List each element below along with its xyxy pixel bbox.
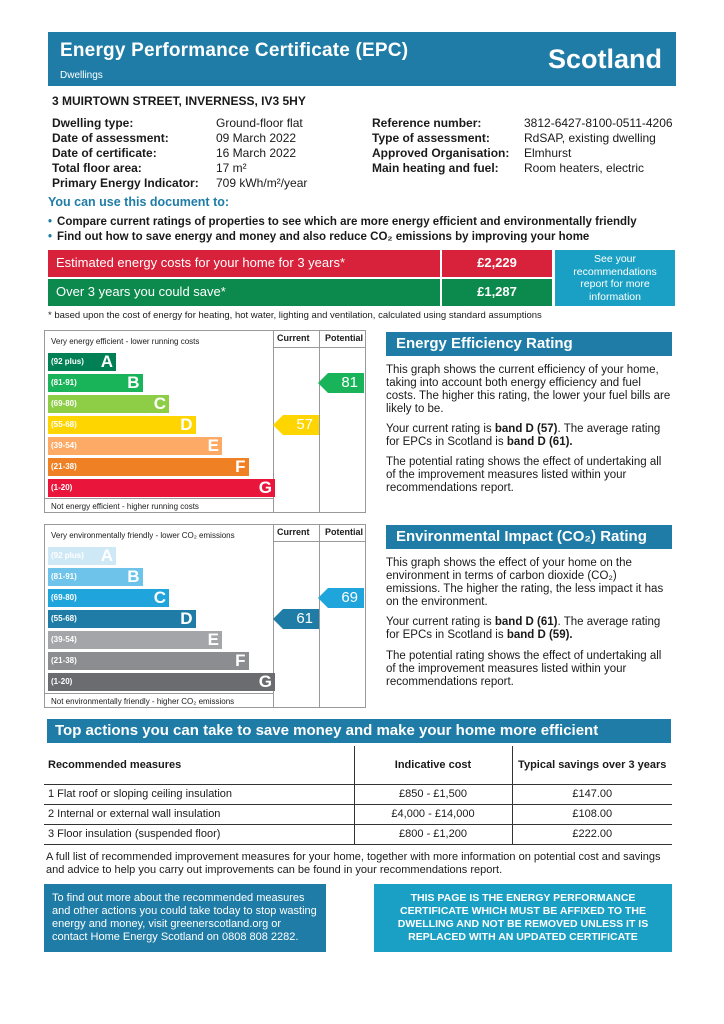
affix-notice-box: THIS PAGE IS THE ENERGY PERFORMANCE CERTIFICATE WHICH MUST BE AFFIXED TO THE DWELLING AND NOT BE REMOVED UNLESS IT IS REPLACED WITH AN UPDATED CERTIFICATE <box>374 884 672 952</box>
ee-para-2: Your current rating is band D (57). The average rating for EPCs in Scotland is band D (61). <box>386 423 661 448</box>
band-c <box>48 395 169 413</box>
detail-value: Ground-floor flat <box>216 116 303 130</box>
band-f <box>48 458 249 476</box>
measure-cell: 3 Floor insulation (suspended floor) <box>44 824 354 844</box>
use-bullets <box>48 215 688 245</box>
ee-top-label: Very energy efficient - lower running costs <box>51 337 200 346</box>
detail-value: 709 kWh/m²/year <box>216 176 308 190</box>
ei-current-pointer <box>283 609 319 629</box>
ei-current-value: 61 <box>296 610 313 627</box>
ee-current-value: 57 <box>296 416 313 433</box>
band-c <box>48 589 169 607</box>
ee-bottom-label: Not energy efficient - higher running costs <box>51 502 199 511</box>
detail-row <box>52 176 307 191</box>
ei-para-1: This graph shows the effect of your home on the environment in terms of carbon dioxide (CO₂) emissions. The higher the rating, the less impact it has on the environment. <box>386 557 664 608</box>
more-info-box: To find out more about the recommended measures and other actions you could take today to stop wasting energy and money, visit greenerscotland.org or contact Home Energy Scotland on 0808 808 2282. <box>44 884 326 952</box>
ei-potential-pointer <box>328 588 364 608</box>
table-row <box>44 784 672 804</box>
ei-heading: Environmental Impact (CO₂) Rating <box>386 525 672 549</box>
detail-label: Date of certificate: <box>52 146 157 160</box>
measures-table <box>44 746 672 845</box>
cost-row-label: Estimated energy costs for your home for 3 years* <box>48 250 440 277</box>
saving-row-label: Over 3 years you could save* <box>48 279 440 306</box>
band-letter: E <box>207 436 219 455</box>
header-subtitle: Dwellings <box>60 70 103 81</box>
cost-cell: £800 - £1,200 <box>354 824 512 844</box>
table-header-row <box>44 746 672 784</box>
ei-bottom-label: Not environmentally friendly - higher CO₂ emissions <box>51 697 235 706</box>
detail-value: 09 March 2022 <box>216 131 297 145</box>
detail-row <box>52 131 307 146</box>
ei-potential-value: 69 <box>341 589 358 606</box>
property-address: 3 MUIRTOWN STREET, INVERNESS, IV3 5HY <box>52 94 306 108</box>
band-range: (1-20) <box>51 483 73 492</box>
band-b <box>48 568 143 586</box>
ee-current-pointer <box>283 415 319 435</box>
cost-row-value: £2,229 <box>442 250 552 277</box>
band-range: (81-91) <box>51 378 77 387</box>
detail-row <box>372 116 673 131</box>
see-recommendations-box: See your recommendations report for more information <box>555 250 675 306</box>
bullet-icon: • <box>48 216 53 228</box>
band-letter: A <box>100 546 113 565</box>
band-range: (92 plus) <box>51 551 84 560</box>
ei-col-potential: Potential <box>325 527 364 537</box>
detail-label: Total floor area: <box>52 161 142 175</box>
epc-header <box>48 32 676 86</box>
band-range: (39-54) <box>51 441 77 450</box>
band-range: (39-54) <box>51 635 77 644</box>
saving-row-value: £1,287 <box>442 279 552 306</box>
ei-top-label: Very environmentally friendly - lower CO₂ emissions <box>51 531 235 540</box>
detail-value: Room heaters, electric <box>524 161 645 175</box>
ei-col-current: Current <box>277 527 310 537</box>
header-region: Scotland <box>547 44 662 74</box>
ee-col-potential: Potential <box>325 333 364 343</box>
ei-chart <box>44 524 366 708</box>
measure-cell: 2 Internal or external wall insulation <box>44 804 354 824</box>
band-range: (55-68) <box>51 420 77 429</box>
detail-value: 17 m² <box>216 161 247 175</box>
bullet-text: Find out how to save energy and money and also reduce CO₂ emissions by improving your home <box>57 231 590 243</box>
band-letter: B <box>127 567 140 586</box>
detail-label: Type of assessment: <box>372 131 490 145</box>
details-right <box>372 116 673 176</box>
cost-cell: £850 - £1,500 <box>354 784 512 804</box>
band-letter: F <box>235 457 246 476</box>
band-letter: D <box>180 415 193 434</box>
band-letter: F <box>235 651 246 670</box>
detail-row <box>52 161 307 176</box>
col-measure: Recommended measures <box>44 746 354 784</box>
ee-para-1: This graph shows the current efficiency of your home, taking into account both energy efficiency and fuel costs. The higher this rating, the lower your fuel bills are likely to be. <box>386 364 671 415</box>
table-row <box>44 824 672 844</box>
band-range: (81-91) <box>51 572 77 581</box>
bullet-text: Compare current ratings of properties to see which are more energy efficient and environmentally friendly <box>57 216 637 228</box>
detail-value: 3812-6427-8100-0511-4206 <box>524 116 673 130</box>
table-row <box>44 804 672 824</box>
ee-potential-value: 81 <box>341 374 358 391</box>
detail-label: Date of assessment: <box>52 131 169 145</box>
detail-row <box>372 131 673 146</box>
band-d <box>48 610 196 628</box>
band-letter: C <box>153 394 166 413</box>
ee-para-3: The potential rating shows the effect of undertaking all of the improvement measures listed within your recommendations report. <box>386 456 662 494</box>
band-letter: E <box>207 630 219 649</box>
ei-para-3: The potential rating shows the effect of undertaking all of the improvement measures listed within your recommendations report. <box>386 650 662 688</box>
header-title: Energy Performance Certificate (EPC) <box>60 40 409 61</box>
list-item <box>48 230 688 245</box>
band-range: (92 plus) <box>51 357 84 366</box>
detail-row <box>372 161 673 176</box>
band-b <box>48 374 143 392</box>
col-saving: Typical savings over 3 years <box>512 746 672 784</box>
detail-label: Reference number: <box>372 116 482 130</box>
detail-value: RdSAP, existing dwelling <box>524 131 656 145</box>
bullet-icon: • <box>48 231 53 243</box>
detail-value: 16 March 2022 <box>216 146 297 160</box>
band-letter: G <box>258 672 272 691</box>
detail-label: Approved Organisation: <box>372 146 510 160</box>
band-letter: B <box>127 373 140 392</box>
band-d <box>48 416 196 434</box>
recommendations-note: A full list of recommended improvement measures for your home, together with more information on potential cost and savings and advice to help you carry out improvements can be found in your recommendations report. <box>46 851 661 876</box>
list-item <box>48 215 688 230</box>
measure-cell: 1 Flat roof or sloping ceiling insulation <box>44 784 354 804</box>
band-a <box>48 353 116 371</box>
ei-para-2: Your current rating is band D (61). The average rating for EPCs in Scotland is band D (59). <box>386 616 661 641</box>
detail-label: Primary Energy Indicator: <box>52 176 199 190</box>
band-f <box>48 652 249 670</box>
cost-footnote: * based upon the cost of energy for heating, hot water, lighting and ventilation, calculated using standard assumptions <box>48 310 542 321</box>
band-range: (21-38) <box>51 656 77 665</box>
band-letter: C <box>153 588 166 607</box>
use-heading: You can use this document to: <box>48 195 230 209</box>
band-range: (69-80) <box>51 399 77 408</box>
detail-row <box>372 146 673 161</box>
band-g <box>48 479 275 497</box>
band-range: (21-38) <box>51 462 77 471</box>
saving-cell: £222.00 <box>512 824 672 844</box>
detail-label: Main heating and fuel: <box>372 161 499 175</box>
band-range: (69-80) <box>51 593 77 602</box>
col-cost: Indicative cost <box>354 746 512 784</box>
band-e <box>48 437 222 455</box>
saving-cell: £108.00 <box>512 804 672 824</box>
band-e <box>48 631 222 649</box>
band-range: (1-20) <box>51 677 73 686</box>
ee-chart <box>44 330 366 513</box>
band-letter: A <box>100 352 113 371</box>
detail-value: Elmhurst <box>524 146 572 160</box>
detail-label: Dwelling type: <box>52 116 134 130</box>
detail-row <box>52 116 307 131</box>
detail-row <box>52 146 307 161</box>
details-left <box>52 116 307 191</box>
band-g <box>48 673 275 691</box>
band-letter: D <box>180 609 193 628</box>
ee-col-current: Current <box>277 333 310 343</box>
ee-heading: Energy Efficiency Rating <box>386 332 672 356</box>
band-range: (55-68) <box>51 614 77 623</box>
band-letter: G <box>258 478 272 497</box>
ee-potential-pointer <box>328 373 364 393</box>
band-a <box>48 547 116 565</box>
cost-cell: £4,000 - £14,000 <box>354 804 512 824</box>
top-actions-heading: Top actions you can take to save money and make your home more efficient <box>47 719 671 743</box>
saving-cell: £147.00 <box>512 784 672 804</box>
